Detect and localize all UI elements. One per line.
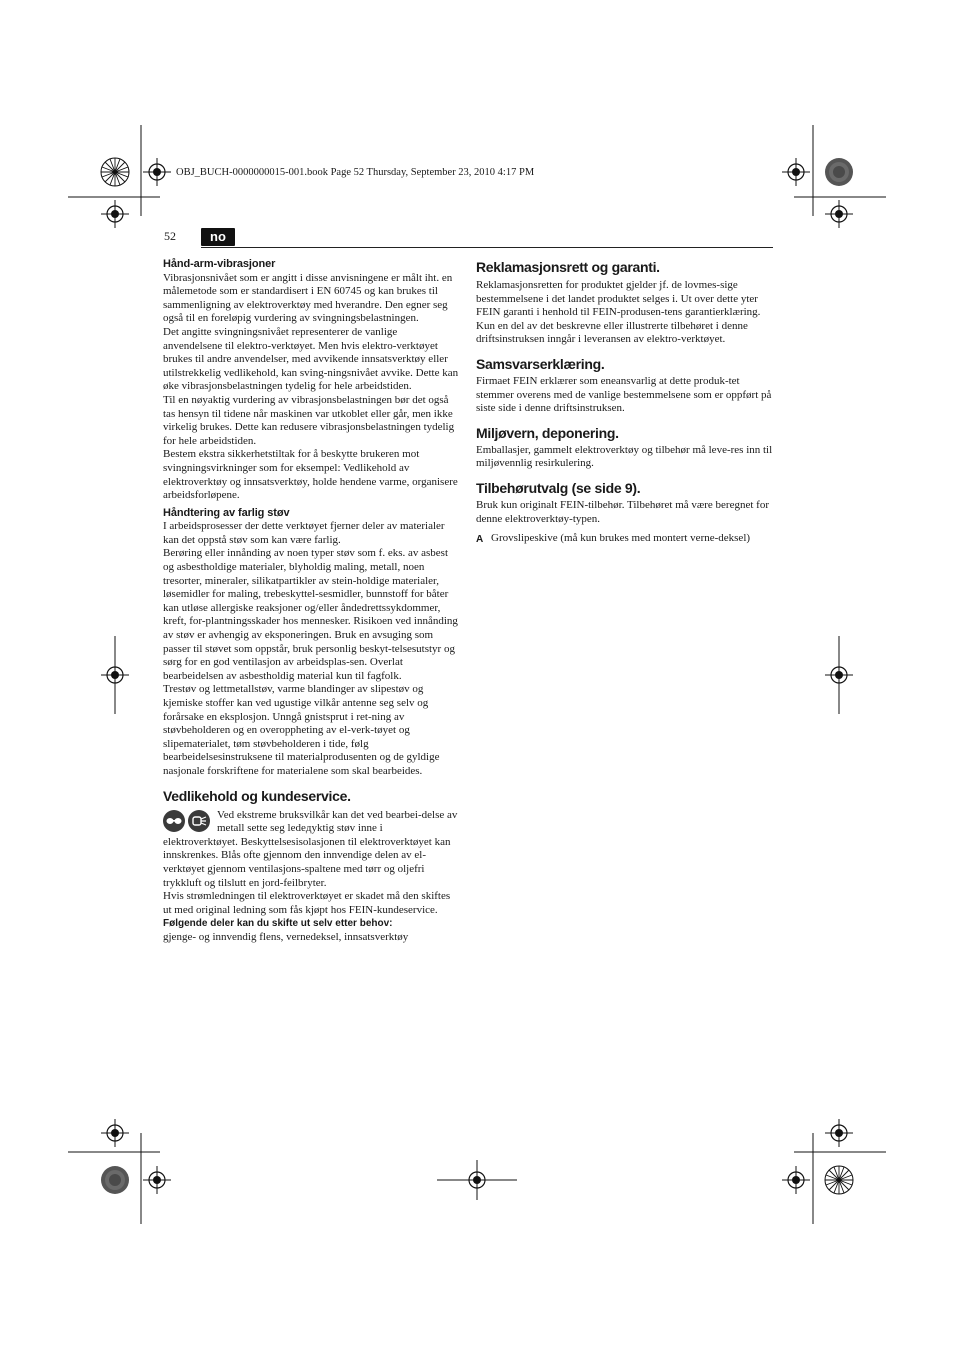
print-info: OBJ_BUCH-0000000015-001.book Page 52 Thursday, September 23, 2010 4:17 PM: [176, 167, 535, 178]
page-number: 52: [164, 229, 176, 243]
accessories-heading: Tilbehørutvalg (se side 9).: [476, 479, 641, 496]
header-rule: [201, 247, 773, 248]
vibration-heading: Hånd-arm-vibrasjoner: [163, 258, 276, 270]
right-column: [476, 258, 774, 547]
safety-goggles-icon: [163, 810, 185, 832]
accessory-item-text: Grovslipeskive (må kun brukes med montert verne-deksel): [491, 532, 751, 545]
maintenance-heading: Vedlikehold og kundeservice.: [163, 787, 351, 804]
dust-heading: Håndtering av farlig støv: [163, 506, 290, 519]
warranty-heading: Reklamasjonsrett og garanti.: [476, 259, 660, 275]
dust-paragraph-3: Trestøv og lettmetallstøv, varme blandinger av slipestøv og kjemiske stoffer kan ved ugustige vilkår antenne seg selv og forårsake en eksplosjon. Unngå gnistsprut i ret-ning av støvbeholderen og en overoppheting av el-verk-tøyet og slipematerialet, tøm støvbeholderen i tide, følg bearbeidelsesinstruksene til materialprodusenten og de gyldige nasjonale forskriftene for materialene som skal bearbeides.: [163, 683, 440, 777]
language-tag: no: [201, 228, 235, 246]
maintenance-paragraph-3: gjenge- og innvendig flens, vernedeksel, innsatsverktøy: [163, 930, 409, 943]
warranty-paragraph-1: Reklamasjonsretten for produktet gjelder jf. de lovmes-sige bestemmelsene i det landet produktet selges i. Ut over dette yter FEIN garanti i henhold til FEIN-produsen-tens garantierklæring.: [476, 279, 761, 319]
vibration-paragraph-3: Til en nøyaktig vurdering av vibrasjonsbelastningen bør det også tas hensyn til tidene når maskinen var utkoblet eller går, men ikke virkelig brukes. Dette kan redusere vibrasjonsbelastningen tydelig for hele arbeidstiden.: [163, 393, 455, 447]
conformity-heading: Samsvarserklæring.: [476, 355, 605, 372]
warranty-paragraph-2: Kun en del av det beskrevne eller illustrerte tilbehøret i denne driftsinstruksen inngår i leveransen av elektro-verktøyet.: [476, 319, 748, 346]
maintenance-paragraph-1: Ved ekstreme bruksvilkår kan det ved bearbei-delse av metall sette seg ledeдyktig støv inne i elektroverktøyet. Beskyttelsesisolasjonen til elektroverktøyet kan innskrenkes. Blås ofte gjennom den innvendige delen av el-verktøyet gjennom ventilasjons-spaltene med tørr og oljefri trykkluft og tilslutt en jord-feilbryter.: [163, 808, 458, 889]
dust-paragraph-2: Berøring eller innånding av noen typer støv som f. eks. av asbest og asbestholdige materialer, blyholdig maling, metall, noen tresorter, mineraler, silikatpartikler av stein-holdige materialer, løsemidler for maling, trebeskyttel-sesmidler, bunnstoff for båter kan utløse allergiske reaksjoner og/eller åndedrettssykdommer, kreft, for-plantningsskader hos mennesker. Risikoen ved innånding av støv er avhengig av eksponeringen. Bruk en avsuging som passer til støvet som oppstår, bruk personlig beskyt-telsesutstyr og sørg for en god ventilasjon av arbeidsplas-sen. Overlat bearbeidelsen av asbestholdig material kun til fagfolk.: [163, 547, 458, 682]
environment-paragraph: Emballasjer, gammelt elektroverktøy og tilbehør må leve-res inn til miljøvennlig resirkulering.: [476, 443, 773, 470]
dust-mask-icon: [188, 810, 210, 832]
safety-icons: [163, 809, 215, 834]
maintenance-bold-note: Følgende deler kan du skifte ut selv etter behov:: [163, 918, 393, 930]
vibration-paragraph-2: Det angitte svingningsnivået representerer de vanlige anvendelsene til elektro-verktøyet. Men hvis elektro-verktøyet brukes til andre anvendelser, med avvikende innsatsverktøy eller utilstrekkelig vedlikehold, kan sving-ningsnivået avvike. Dette kan øke vibrasjonsbelastningen tydelig for hele arbeidstiden.: [163, 325, 459, 393]
accessories-paragraph: Bruk kun originalt FEIN-tilbehør. Tilbehøret må være beregnet for denne elektroverktøy-typen.: [476, 498, 769, 525]
maintenance-block: [163, 809, 459, 891]
maintenance-paragraph-2: Hvis strømledningen til elektroverktøyet er skadet må den skiftes ut med original ledning som fås kjøpt hos FEIN-kundeservice.: [163, 890, 451, 916]
environment-heading: Miljøvern, deponering.: [476, 424, 619, 441]
accessory-item: [476, 532, 774, 547]
left-column: [163, 258, 459, 945]
conformity-paragraph: Firmaet FEIN erklærer som eneansvarlig at dette produk-tet stemmer overens med de vanlige bestemmelsene som er oppført på siste side i denne driftsinstruksen.: [476, 374, 772, 415]
dust-paragraph-1: I arbeidsprosesser der dette verktøyet fjerner deler av materialer kan det oppstå støv som kan være farlig.: [163, 520, 445, 546]
vibration-paragraph-4: Bestem ekstra sikkerhetstiltak for å beskytte brukeren mot svingningsvirkninger som for eksempel: Vedlikehold av elektroverktøy og innsatsverktøy, holde hendene varme, organisere arbeidsforløpene.: [163, 448, 458, 502]
vibration-paragraph-1: Vibrasjonsnivået som er angitt i disse anvisningene er målt iht. en målemetode som er standardisert i EN 60745 og kan brukes til sammenligning av elektroverktøy med hverandre. Den egner seg også til en foreløpig vurdering av svingningsbelastningen.: [163, 271, 453, 325]
accessory-item-key: A: [476, 534, 484, 546]
